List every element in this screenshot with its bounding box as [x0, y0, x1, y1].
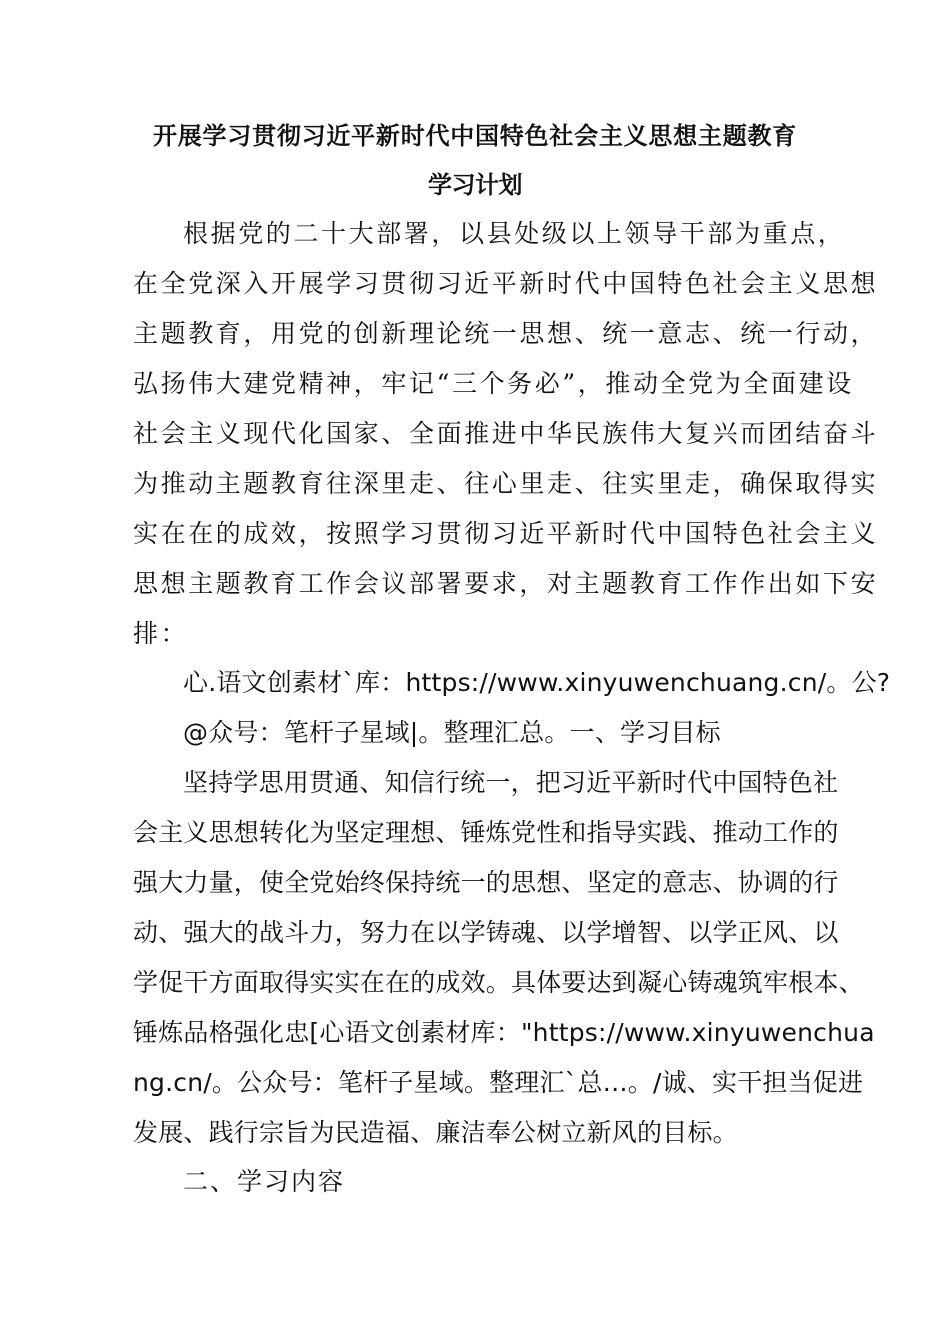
- intro-line: 为推动主题教育往深里走、往心里走、往实里走，确保取得实: [133, 469, 879, 498]
- intro-line: 在全党深入开展学习贯彻习近平新时代中国特色社会主义思想: [133, 269, 879, 298]
- goal-line: ng.cn/。公众号：笔杆子星域。整理汇`总…。/诚、实干担当促进: [133, 1068, 864, 1097]
- goal-line: 强大力量，使全党始终保持统一的思想、坚定的意志、协调的行: [133, 868, 839, 897]
- intro-line: 实在在的成效，按照学习贯彻习近平新时代中国特色社会主义: [133, 519, 879, 548]
- note-line: @众号：笔杆子星域|。整理汇总。一、学习目标: [183, 718, 721, 747]
- goal-line: 坚持学思用贯通、知信行统一，把习近平新时代中国特色社: [183, 768, 839, 797]
- intro-line: 思想主题教育工作会议部署要求，对主题教育工作作出如下安: [133, 569, 879, 598]
- intro-line: 主题教育，用党的创新理论统一思想、统一意志、统一行动，: [133, 319, 879, 348]
- section-heading: 二、学习内容: [183, 1167, 346, 1196]
- goal-line: 学促干方面取得实实在在的成效。具体要达到凝心铸魂筑牢根本、: [133, 968, 864, 997]
- goal-line: 发展、践行宗旨为民造福、廉洁奉公树立新风的目标。: [133, 1118, 738, 1147]
- intro-line: 弘扬伟大建党精神，牢记“三个务必”，推动全党为全面建设: [133, 369, 854, 398]
- intro-line: 社会主义现代化国家、全面推进中华民族伟大复兴而团结奋斗: [133, 419, 879, 448]
- intro-line: 排：: [133, 619, 189, 648]
- intro-line: 根据党的二十大部署，以县处级以上领导干部为重点，: [183, 219, 846, 248]
- goal-line: 锤炼品格强化忠[心语文创素材库："https://www.xinyuwenchua: [133, 1018, 875, 1047]
- note-line: 心.语文创素材`库：https://www.xinyuwenchuang.cn/。公?: [183, 668, 891, 697]
- document-title-line-1: 开展学习贯彻习近平新时代中国特色社会主义思想主题教育: [153, 121, 797, 150]
- goal-line: 会主义思想转化为坚定理想、锤炼党性和指导实践、推动工作的: [133, 818, 839, 847]
- goal-line: 动、强大的战斗力，努力在以学铸魂、以学增智、以学正风、以: [133, 918, 839, 947]
- document-title-line-2: 学习计划: [428, 170, 522, 199]
